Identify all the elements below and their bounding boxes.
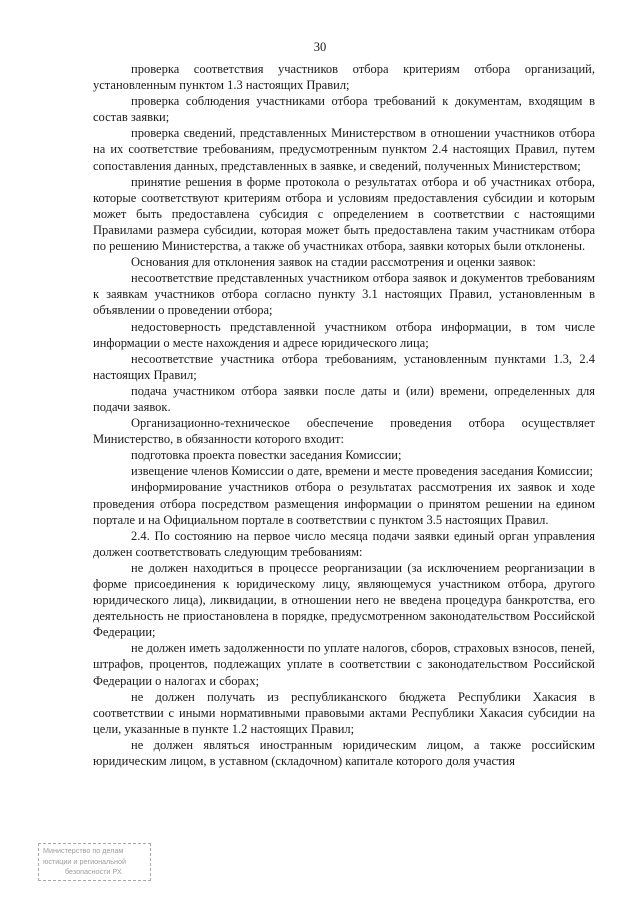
paragraph: информирование участников отбора о результатах рассмотрения их заявок и ходе проведения отбора посредством размещения информации о принятом решении на едином портале и на Официальном портале в соответствии с пунктом 3.5 настоящих Правил. xyxy=(93,480,595,527)
paragraph: не должен находиться в процессе реорганизации (за исключением реорганизации в форме присоединения к юридическому лицу, являющемуся участником отбора, другого юридического лица), ликвидации, в отношении него не введена процедура банкротства, его деятельность не приостановлена в порядке, предусмотренном законодательством Российской Федерации; xyxy=(93,560,595,640)
stamp-line: юстиции и региональной xyxy=(43,856,126,866)
document-body xyxy=(93,61,595,769)
paragraph: подготовка проекта повестки заседания Комиссии; xyxy=(131,448,402,463)
stamp-line: безопасности РХ xyxy=(65,867,122,876)
registration-stamp xyxy=(38,843,151,881)
paragraph: Организационно-техническое обеспечение проведения отбора осуществляет Министерство, в обязанности которого входит: xyxy=(93,416,595,447)
page-number: 30 xyxy=(313,40,327,54)
paragraph: недостоверность представленной участником отбора информации, в том числе информации о месте нахождения и адресе юридического лица; xyxy=(93,319,595,350)
paragraph: Основания для отклонения заявок на стадии рассмотрения и оценки заявок: xyxy=(131,255,536,270)
paragraph: подача участником отбора заявки после даты и (или) времени, определенных для подачи заявок. xyxy=(93,383,595,414)
stamp-line: Министерство по делам xyxy=(43,846,124,855)
paragraph: проверка соответствия участников отбора критериям отбора организаций, установленным пунктом 1.3 настоящих Правил; xyxy=(93,62,595,93)
paragraph: несоответствие представленных участником отбора заявок и документов требованиям к заявкам участников отбора согласно пункту 3.1 настоящих Правил, установленным в объявлении о проведении отбора; xyxy=(93,271,595,318)
paragraph: не должен являться иностранным юридическим лицом, а также российским юридическим лицом, в уставном (складочном) капитале которого доля участия xyxy=(93,737,595,769)
paragraph: несоответствие участника отбора требованиям, установленным пунктами 1.3, 2.4 настоящих Правил; xyxy=(93,351,595,382)
paragraph: принятие решения в форме протокола о результатах отбора и об участниках отбора, которые соответствуют критериям отбора и условиям предоставления субсидии и которым может быть предоставлена субсидия с определением в соответствии с настоящими Правилами размера субсидии, которая может быть предоставлена таким участникам отбора по решению Министерства, а также об участниках отбора, заявки которых были отклонены. xyxy=(93,174,595,254)
paragraph: проверка соблюдения участниками отбора требований к документам, входящим в состав заявки; xyxy=(93,94,595,125)
paragraph: проверка сведений, представленных Министерством в отношении участников отбора на их соответствие требованиям, предусмотренным пунктом 2.4 настоящих Правил, путем сопоставления данных, представленных в заявке, и сведений, полученных Министерством; xyxy=(93,126,595,173)
paragraph: не должен иметь задолженности по уплате налогов, сборов, страховых взносов, пеней, штрафов, процентов, подлежащих уплате в соответствии с законодательством Российской Федерации о налогах и сборах; xyxy=(93,641,595,688)
paragraph: 2.4. По состоянию на первое число месяца подачи заявки единый орган управления должен соответствовать следующим требованиям: xyxy=(93,528,595,559)
paragraph: не должен получать из республиканского бюджета Республики Хакасия в соответствии с иными нормативными правовыми актами Республики Хакасия субсидии на цели, указанные в пункте 1.2 настоящих Правил; xyxy=(93,689,595,736)
paragraph: извещение членов Комиссии о дате, времени и месте проведения заседания Комиссии; xyxy=(131,464,593,479)
